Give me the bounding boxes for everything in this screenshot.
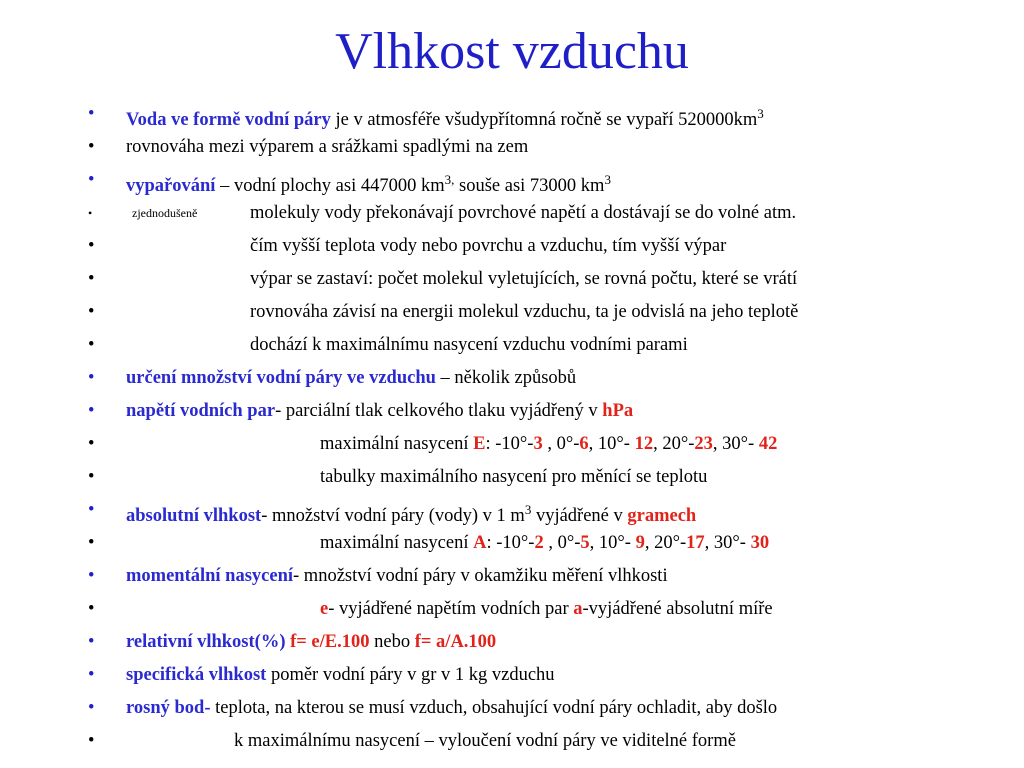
text: – vodní plochy asi 447000 km (215, 176, 445, 197)
value: 42 (758, 434, 778, 454)
bullet-line-dew-point-continued (0, 725, 1024, 757)
text: , 0°- (542, 434, 580, 454)
bullet-line-evaporation (0, 164, 1024, 196)
text: vyjádřené v (531, 506, 628, 527)
text: rovnováha mezi výparem a srážkami spadlými na zem (126, 137, 529, 157)
superscript: 3 (757, 106, 764, 121)
value: 17 (686, 533, 705, 553)
superscript: 3, (444, 172, 455, 187)
value: 5 (580, 533, 590, 553)
text: výpar se zastaví: počet molekul vyletujících, se rovná počtu, které se vrátí (250, 269, 798, 289)
text: : -10°- (485, 434, 534, 454)
symbol: A (473, 533, 487, 553)
bullet-line-max-saturation-a (0, 527, 1024, 559)
bullet-line-momentary (0, 560, 1024, 592)
text: – několik způsobů (435, 368, 577, 388)
formula: f= a/A.100 (414, 632, 497, 652)
bullet-icon: • (88, 566, 95, 586)
text: je v atmosféře všudypřítomná ročně se vypaří 520000km (330, 110, 758, 131)
text: molekuly vody překonávají povrchové napětí a dostávají se do volné atm. (250, 203, 797, 223)
bullet-icon: • (88, 500, 95, 520)
bullet-icon: • (88, 269, 95, 289)
bullet-line-relative-humidity (0, 626, 1024, 658)
keyword: momentální nasycení (126, 566, 294, 586)
keyword: vypařování (126, 176, 216, 197)
text: souše asi 73000 km (454, 176, 605, 197)
unit-highlight: gramech (627, 506, 697, 527)
text: - vyjádřené napětím vodních par (328, 599, 574, 619)
text: maximální nasycení (320, 533, 474, 553)
slide-title: Vlhkost vzduchu (335, 23, 689, 80)
bullet-line-energy (0, 296, 1024, 328)
bullet-icon: • (88, 335, 95, 355)
bullet-icon: • (88, 206, 93, 220)
text: , 10°- (588, 434, 635, 454)
bullet-line-stop (0, 263, 1024, 295)
bullet-icon: • (88, 236, 95, 256)
text: tabulky maximálního nasycení pro měnící se teplotu (320, 467, 708, 487)
bullet-line-water-vapor (0, 98, 1024, 130)
value: 3 (533, 434, 543, 454)
bullet-icon: • (88, 599, 95, 619)
keyword: napětí vodních par (126, 401, 276, 421)
text: , 30°- (704, 533, 751, 553)
keyword: absolutní vlhkost (126, 506, 262, 527)
bullet-line-simplified (0, 197, 1024, 229)
bullet-line-saturation (0, 329, 1024, 361)
bullet-icon: • (88, 731, 95, 751)
superscript: 3 (524, 502, 532, 517)
keyword: určení množství vodní páry ve vzduchu (126, 368, 436, 388)
value: 30 (750, 533, 770, 553)
text: , 20°- (653, 434, 695, 454)
bullet-line-specific-humidity (0, 659, 1024, 691)
value: 2 (534, 533, 544, 553)
text: - parciální tlak celkového tlaku vyjádřený v (275, 401, 603, 421)
text: teplota, na kterou se musí vzduch, obsahující vodní páry ochladit, aby došlo (210, 698, 778, 718)
keyword: rosný bod- (126, 698, 211, 718)
text: , 10°- (589, 533, 636, 553)
text: maximální nasycení (320, 434, 474, 454)
text: , 0°- (543, 533, 581, 553)
value: 23 (694, 434, 713, 454)
text: nebo (369, 632, 415, 652)
keyword: Voda ve formě vodní páry (126, 110, 331, 131)
bullet-icon: • (88, 467, 95, 487)
bullet-line-absolute-humidity (0, 494, 1024, 526)
bullet-icon: • (88, 434, 95, 454)
symbol: E (473, 434, 486, 454)
unit-highlight: hPa (602, 401, 634, 421)
text: rovnováha závisí na energii molekul vzduchu, ta je odvislá na jeho teplotě (250, 302, 799, 322)
bullet-icon: • (88, 698, 95, 718)
text: k maximálnímu nasycení – vyloučení vodní páry ve viditelné formě (234, 731, 736, 751)
bullet-icon: • (88, 137, 95, 157)
bullet-line-max-saturation-e (0, 428, 1024, 460)
value: 6 (579, 434, 589, 454)
text: poměr vodní páry v gr v 1 kg vzduchu (266, 665, 555, 685)
superscript: 3 (604, 172, 611, 187)
text: dochází k maximálnímu nasycení vzduchu vodními parami (250, 335, 688, 355)
bullet-icon: • (88, 170, 95, 190)
bullet-line-determination (0, 362, 1024, 394)
value: 9 (635, 533, 645, 553)
value: 12 (634, 434, 654, 454)
bullet-line-tables (0, 461, 1024, 493)
bullet-line-vapor-pressure (0, 395, 1024, 427)
symbol: e (320, 599, 329, 619)
bullet-icon: • (88, 632, 95, 652)
keyword: relativní vlhkost(%) (126, 632, 286, 652)
text: -vyjádřené absolutní míře (582, 599, 773, 619)
text: , 30°- (712, 434, 759, 454)
bullet-icon: • (88, 665, 95, 685)
text: čím vyšší teplota vody nebo povrchu a vzduchu, tím vyšší výpar (250, 236, 727, 256)
bullet-icon: • (88, 401, 95, 421)
bullet-line-temperature (0, 230, 1024, 262)
bullet-icon: • (88, 104, 95, 124)
bullet-line-e-a (0, 593, 1024, 625)
keyword: specifická vlhkost (126, 665, 267, 685)
bullet-line-balance (0, 131, 1024, 163)
bullet-icon: • (88, 302, 95, 322)
formula: f= e/E.100 (290, 632, 370, 652)
text: , 20°- (644, 533, 687, 553)
bullet-icon: • (88, 533, 95, 553)
symbol: a (573, 599, 583, 619)
bullet-icon: • (88, 368, 95, 388)
small-label: zjednodušeně (132, 206, 198, 220)
text: - množství vodní páry (vody) v 1 m (261, 506, 525, 527)
text: - množství vodní páry v okamžiku měření vlhkosti (293, 566, 668, 586)
bullet-line-dew-point (0, 692, 1024, 724)
text: : -10°- (486, 533, 535, 553)
